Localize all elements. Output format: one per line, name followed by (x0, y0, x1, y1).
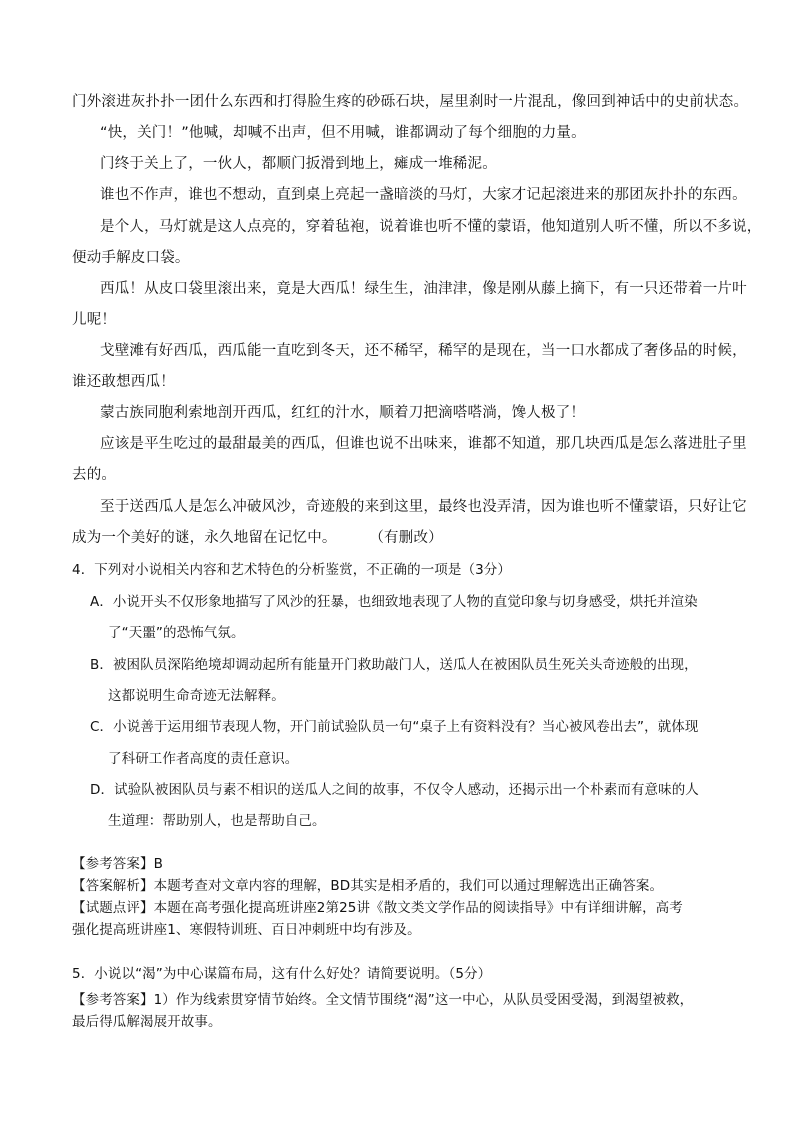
question-5-stem: 5．小说以“渴”为中心谋篇布局，这有什么好处？请简要说明。（5分） (72, 966, 492, 982)
passage-line: 至于送西瓜人是怎么冲破风沙，奇迹般的来到这里，最终也没弄清，因为谁也听不懂蒙语，只好让它 (100, 499, 747, 515)
option-b-line1: B．被困队员深陷绝境却调动起所有能量开门救助敲门人，送瓜人在被困队员生死关头奇迹般的出现， (90, 657, 698, 673)
passage-line: 蒙古族同胞利索地剖开西瓜，红红的汁水，顺着刀把滴嗒嗒淌，馋人极了！ (100, 405, 586, 421)
option-c-line2: 了科研工作者高度的责任意识。 (108, 751, 299, 767)
option-a-line2: 了“天噩”的恐怖气氛。 (108, 625, 245, 641)
question-4-stem: 4．下列对小说相关内容和艺术特色的分析鉴赏，不正确的一项是（3分） (72, 562, 511, 578)
option-d-line2: 生道理：帮助别人，也是帮助自己。 (108, 813, 326, 829)
passage-line: 门终于关上了，一伙人，都顺门扳滑到地上，瘫成一堆稀泥。 (100, 156, 497, 172)
question-comment: 【试题点评】本题在高考强化提高班讲座2第25讲《散文类文学作品的阅读指导》中有详细讲解，高考 (72, 900, 683, 916)
passage-line: 去的。 (72, 467, 117, 483)
option-d-line1: D．试验队被困队员与素不相识的送瓜人之间的故事，不仅令人感动，还揭示出一个朴素而有意味的人 (90, 782, 699, 798)
passage-line: 便动手解皮口袋。 (72, 250, 190, 266)
passage-line: 戈壁滩有好西瓜，西瓜能一直吃到冬天，还不稀罕，稀罕的是现在，当一口水都成了奢侈品的时候， (100, 343, 747, 359)
passage-line: 西瓜！从皮口袋里滚出来，竟是大西瓜！绿生生，油津津，像是刚从藤上摘下，有一只还带着一片叶 (100, 281, 747, 297)
passage-line: 谁还敢想西瓜！ (72, 374, 175, 390)
option-c-line1: C．小说善于运用细节表现人物，开门前试验队员一句“桌子上有资料没有？当心被风卷出去”，就体现 (90, 719, 699, 735)
passage-line: 门外滚进灰扑扑一团什么东西和打得脸生疼的砂砾石块，屋里刹时一片混乱，像回到神话中的史前状态。 (72, 94, 749, 110)
edit-note: （有删改） (376, 530, 443, 546)
option-b-line2: 这都说明生命奇迹无法解释。 (108, 688, 285, 704)
passage-line: 谁也不作声，谁也不想动，直到桌上亮起一盏暗淡的马灯，大家才记起滚进来的那团灰扑扑的东西。 (100, 187, 747, 203)
reference-answer: 最后得瓜解渴展开故事。 (72, 1014, 222, 1030)
option-a-line1: A．小说开头不仅形象地描写了风沙的狂暴，也细致地表现了人物的直觉印象与切身感受，烘托并渲染 (90, 594, 698, 610)
passage-line-last (72, 529, 443, 547)
passage-text: 成为一个美好的谜，永久地留在记忆中。 (72, 530, 337, 546)
question-comment: 强化提高班讲座1、寒假特训班、百日冲刺班中均有涉及。 (72, 922, 421, 938)
answer-analysis: 【答案解析】本题考查对文章内容的理解，BD其实是相矛盾的，我们可以通过理解选出正确答案。 (72, 878, 664, 894)
reference-answer: 【参考答案】B (72, 856, 163, 872)
passage-line: “快，关门！”他喊，却喊不出声，但不用喊，谁都调动了每个细胞的力量。 (100, 125, 586, 141)
reference-answer: 【参考答案】1）作为线索贯穿情节始终。全文情节围绕“渴”这一中心，从队员受困受渴，到渴望被救， (72, 992, 694, 1008)
passage-line: 是个人，马灯就是这人点亮的，穿着毡袍，说着谁也听不懂的蒙语，他知道别人听不懂，所以不多说， (100, 219, 762, 235)
passage-line: 应该是平生吃过的最甜最美的西瓜，但谁也说不出味来，谁都不知道，那几块西瓜是怎么落进肚子里 (100, 436, 747, 452)
passage-line: 儿呢！ (72, 312, 117, 328)
